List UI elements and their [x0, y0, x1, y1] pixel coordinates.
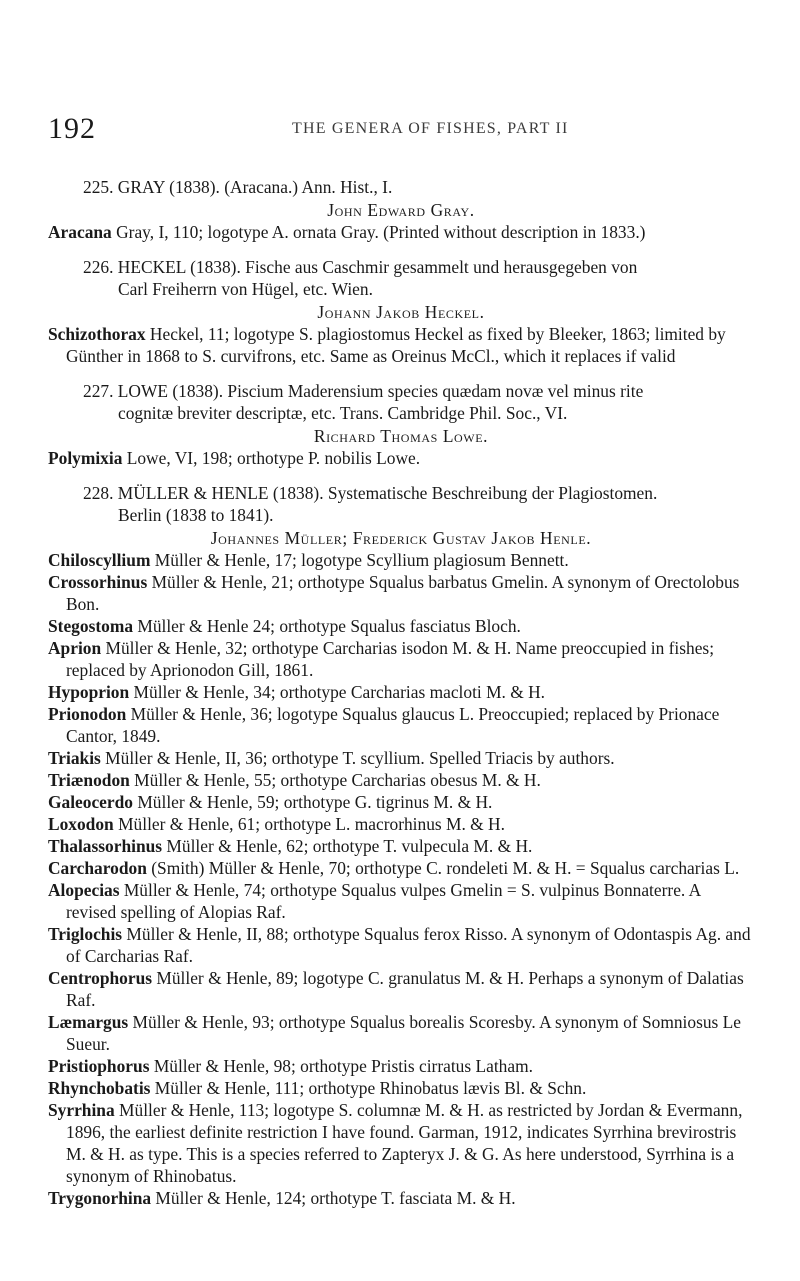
genus-name: Triglochis — [48, 924, 123, 944]
running-head: THE GENERA OF FISHES, PART II — [292, 120, 569, 137]
genus-description: Müller & Henle, 21; orthotype Squalus barbatus Gmelin. A synonym of Orectolobus Bon. — [66, 572, 740, 614]
genus-entry — [48, 813, 754, 835]
citation-line: GRAY (1838). (Aracana.) Ann. Hist., I. — [117, 177, 393, 197]
genus-list — [48, 549, 754, 1209]
genus-entry — [48, 221, 754, 243]
genus-entry — [48, 747, 754, 769]
genus-name: Læmargus — [48, 1012, 129, 1032]
genus-entry — [48, 681, 754, 703]
genus-entry — [48, 571, 754, 615]
genus-name: Loxodon — [48, 814, 114, 834]
author-name: Johann Jakob Heckel. — [317, 302, 485, 322]
page-number: 192 — [48, 112, 96, 145]
genus-name: Aracana — [48, 222, 112, 242]
citation-line: MÜLLER & HENLE (1838). Systematische Beschreibung der Plagiostomen. — [117, 483, 658, 503]
entry-number: 227. — [83, 381, 114, 401]
citation — [48, 256, 754, 278]
genus-description: Müller & Henle, 98; orthotype Pristis cirratus Latham. — [149, 1056, 533, 1076]
genus-name: Trygonorhina — [48, 1188, 152, 1208]
genus-entry — [48, 549, 754, 571]
genus-description: Müller & Henle, 61; orthotype L. macrorhinus M. & H. — [113, 814, 505, 834]
genus-description: Müller & Henle, 111; orthotype Rhinobatus lævis Bl. & Schn. — [150, 1078, 587, 1098]
citation — [48, 380, 754, 402]
genus-name: Hypoprion — [48, 682, 130, 702]
genus-description: Lowe, VI, 198; orthotype P. nobilis Lowe. — [122, 448, 421, 468]
genus-description: Müller & Henle, 17; logotype Scyllium plagiosum Bennett. — [150, 550, 569, 570]
citation-continuation: cognitæ breviter descriptæ, etc. Trans. Cambridge Phil. Soc., VI. — [118, 403, 568, 423]
genus-description: Müller & Henle, 89; logotype C. granulatus M. & H. Perhaps a synonym of Dalatias Raf. — [66, 968, 744, 1010]
genus-name: Triænodon — [48, 770, 130, 790]
genus-description: Müller & Henle, 62; orthotype T. vulpecula M. & H. — [162, 836, 533, 856]
genus-description: Gray, I, 110; logotype A. ornata Gray. (Printed without description in 1833.) — [111, 222, 646, 242]
genus-entry — [48, 637, 754, 681]
genus-name: Aprion — [48, 638, 102, 658]
genus-name: Centrophorus — [48, 968, 153, 988]
genus-entry — [48, 967, 754, 1011]
citation — [48, 176, 754, 198]
genus-entry — [48, 1055, 754, 1077]
bibliography-entries — [48, 176, 754, 1222]
genus-description: Müller & Henle, II, 88; orthotype Squalus ferox Risso. A synonym of Odontaspis Ag. and of Carcharias Raf. — [66, 924, 751, 966]
author-name: Johannes Müller; Frederick Gustav Jakob Henle. — [210, 528, 592, 548]
genus-description: Müller & Henle, 34; orthotype Carcharias macloti M. & H. — [129, 682, 546, 702]
genus-description: Müller & Henle, 113; logotype S. columnæ M. & H. as restricted by Jordan & Evermann, 1896, the earliest definite restriction I have found. Garman, 1912, indicates Syrrhina brevirostris M. & H. as type. This is a species referred to Zapteryx J. & G. As here understood, Syrrhina is a synonym of Rhinobatus. — [66, 1100, 743, 1186]
entry-number: 226. — [83, 257, 114, 277]
genus-name: Triakis — [48, 748, 101, 768]
genus-entry — [48, 791, 754, 813]
author-name: John Edward Gray. — [327, 200, 475, 220]
genus-entry — [48, 879, 754, 923]
genus-description: Müller & Henle, 32; orthotype Carcharias isodon M. & H. Name preoccupied in fishes; replaced by Aprionodon Gill, 1861. — [66, 638, 715, 680]
genus-entry — [48, 1011, 754, 1055]
genus-description: Müller & Henle, 36; logotype Squalus glaucus L. Preoccupied; replaced by Prionace Cantor, 1849. — [66, 704, 720, 746]
genus-name: Polymixia — [48, 448, 123, 468]
genus-name: Pristiophorus — [48, 1056, 150, 1076]
genus-entry — [48, 615, 754, 637]
genus-name: Crossorhinus — [48, 572, 148, 592]
citation-continuation: Berlin (1838 to 1841). — [118, 505, 274, 525]
genus-entry — [48, 857, 754, 879]
entry-227 — [48, 380, 754, 469]
genus-description: Müller & Henle, 55; orthotype Carcharias obesus M. & H. — [129, 770, 541, 790]
citation — [48, 482, 754, 504]
genus-entry — [48, 769, 754, 791]
genus-description: Müller & Henle, 124; orthotype T. fasciata M. & H. — [151, 1188, 516, 1208]
genus-description: Müller & Henle, 59; orthotype G. tigrinus M. & H. — [133, 792, 493, 812]
entry-225 — [48, 176, 754, 243]
genus-name: Chiloscyllium — [48, 550, 151, 570]
genus-name: Schizothorax — [48, 324, 146, 344]
genus-description: Müller & Henle, 93; orthotype Squalus borealis Scoresby. A synonym of Somniosus Le Sueur. — [66, 1012, 742, 1054]
genus-description: (Smith) Müller & Henle, 70; orthotype C. rondeleti M. & H. = Squalus carcharias L. — [146, 858, 740, 878]
genus-name: Alopecias — [48, 880, 120, 900]
entry-228 — [48, 482, 754, 1209]
genus-name: Syrrhina — [48, 1100, 115, 1120]
page-header — [0, 0, 800, 160]
entry-number: 228. — [83, 483, 114, 503]
genus-entry — [48, 703, 754, 747]
genus-entry — [48, 447, 754, 469]
genus-entry — [48, 323, 754, 367]
genus-name: Stegostoma — [48, 616, 134, 636]
genus-entry — [48, 1077, 754, 1099]
entry-226 — [48, 256, 754, 367]
genus-name: Galeocerdo — [48, 792, 133, 812]
citation-line: LOWE (1838). Piscium Maderensium species quædam novæ vel minus rite — [117, 381, 644, 401]
entry-number: 225. — [83, 177, 114, 197]
genus-name: Rhynchobatis — [48, 1078, 151, 1098]
genus-name: Prionodon — [48, 704, 127, 724]
genus-description: Müller & Henle, 74; orthotype Squalus vulpes Gmelin = S. vulpinus Bonnaterre. A revised spelling of Alopias Raf. — [66, 880, 701, 922]
author-name: Richard Thomas Lowe. — [313, 426, 489, 446]
genus-description: Heckel, 11; logotype S. plagiostomus Heckel as fixed by Bleeker, 1863; limited by Günther in 1868 to S. curvifrons, etc. Same as Oreinus McCl., which it replaces if valid — [66, 324, 726, 366]
genus-entry — [48, 835, 754, 857]
genus-entry — [48, 923, 754, 967]
genus-entry — [48, 1187, 754, 1209]
citation-continuation: Carl Freiherrn von Hügel, etc. Wien. — [118, 279, 373, 299]
genus-name: Thalassorhinus — [48, 836, 163, 856]
genus-name: Carcharodon — [48, 858, 147, 878]
genus-entry — [48, 1099, 754, 1187]
genus-description: Müller & Henle, II, 36; orthotype T. scyllium. Spelled Triacis by authors. — [100, 748, 615, 768]
citation-line: HECKEL (1838). Fische aus Caschmir gesammelt und herausgegeben von — [117, 257, 638, 277]
genus-description: Müller & Henle 24; orthotype Squalus fasciatus Bloch. — [133, 616, 521, 636]
